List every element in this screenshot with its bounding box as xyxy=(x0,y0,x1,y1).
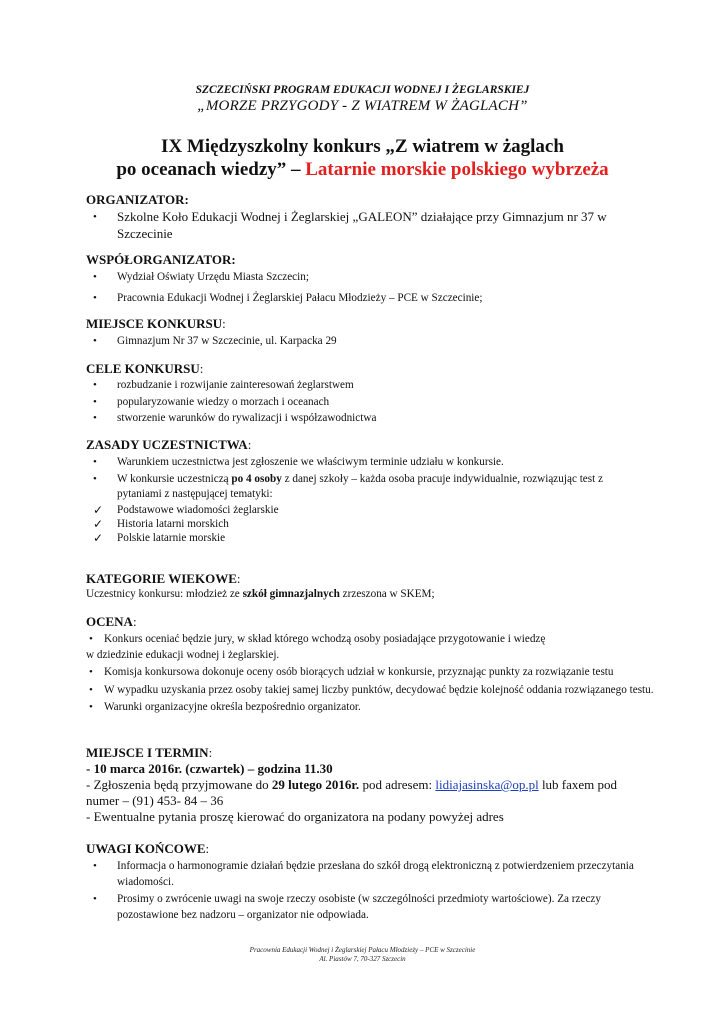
list-item xyxy=(86,455,646,471)
text-part: - Zgłoszenia będą przyjmowane do xyxy=(86,777,272,792)
section-heading-row xyxy=(86,745,646,761)
check-icon: ✓ xyxy=(93,530,104,545)
bullet-icon: • xyxy=(93,271,97,283)
contest-title-line1: IX Międzyszkolny konkurs „Z wiatrem w żaglach xyxy=(161,136,564,157)
bullet-icon: • xyxy=(93,860,97,872)
list-item xyxy=(86,291,646,307)
section-heading-row xyxy=(86,571,646,587)
section-heading: WSPÓŁORGANIZATOR: xyxy=(86,252,236,267)
contest-title xyxy=(0,135,725,181)
list-item-text: Prosimy o zwrócenie uwagi na swoje rzeczy osobiste (w szczególności przedmioty wartościowe). Za rzeczy pozostawione bez nadzoru – organizator nie odpowiada. xyxy=(117,893,601,921)
section-heading-row xyxy=(86,437,646,453)
wspolorganizator-list xyxy=(86,270,646,306)
check-icon: ✓ xyxy=(93,516,104,531)
bullet-icon: • xyxy=(93,456,97,468)
zasady-list xyxy=(86,455,646,503)
list-item xyxy=(86,683,656,699)
list-item-text: Wydział Oświaty Urzędu Miasta Szczecin; xyxy=(117,271,309,283)
ocena-list xyxy=(86,632,656,716)
list-item-text: Szkolne Koło Edukacji Wodnej i Żeglarskiej „GALEON” działające przy Gimnazjum nr 37 w Szczecinie xyxy=(117,209,607,241)
questions-line: - Ewentualne pytania proszę kierować do organizatora na podany powyżej adres xyxy=(86,809,504,824)
bullet-icon: • xyxy=(89,701,93,713)
bullet-icon: • xyxy=(93,211,97,223)
section-organizator xyxy=(86,192,646,242)
section-heading-row xyxy=(86,614,656,630)
section-heading: KATEGORIE WIEKOWE xyxy=(86,571,237,586)
list-item xyxy=(86,334,646,350)
list-item-text: Konkurs oceniać będzie jury, w skład którego wchodzą osoby posiadające przygotowanie i wiedzę xyxy=(104,633,546,645)
email-link[interactable]: lidiajasinska@op.pl xyxy=(435,777,539,792)
list-item-text: W wypadku uzyskania przez osoby takiej samej liczby punktów, decydować będzie kolejność oddania rozwiązanego testu. xyxy=(104,683,654,696)
list-item-text: Gimnazjum Nr 37 w Szczecinie, ul. Karpacka 29 xyxy=(117,335,337,347)
list-item-text: W konkursie uczestniczą xyxy=(117,472,232,485)
topic-text: Historia latarni morskich xyxy=(117,517,229,530)
heading-colon: : xyxy=(222,316,226,331)
uwagi-list xyxy=(86,859,646,923)
list-item-text: stworzenie warunków do rywalizacji i współzawodnictwa xyxy=(117,412,377,424)
deadline-date: 29 lutego 2016r. xyxy=(271,777,360,792)
section-zasady xyxy=(86,437,646,545)
emphasis-text: po 4 osoby xyxy=(231,472,282,485)
bullet-icon: • xyxy=(89,633,93,645)
list-item-text: popularyzowanie wiedzy o morzach i oceanach xyxy=(117,395,330,408)
bullet-icon: • xyxy=(93,291,97,304)
list-item xyxy=(86,859,646,890)
topics-list xyxy=(86,503,646,545)
list-item xyxy=(86,472,646,503)
contest-title-line2 xyxy=(0,158,725,181)
text-part: lub faxem pod numer – (91) 453- 84 – 36 xyxy=(86,777,618,808)
section-heading: ORGANIZATOR: xyxy=(86,192,189,207)
bullet-icon: • xyxy=(93,893,97,905)
list-item-text: Komisja konkursowa dokonuje oceny osób biorących udział w konkursie, przyznając punkty za rozwiązanie testu xyxy=(104,666,614,678)
footer-line: Pracownia Edukacji Wodnej i Żeglarskiej Pałacu Młodzieży – PCE w Szczecinie xyxy=(249,946,476,954)
list-item xyxy=(86,209,646,242)
list-item-text: Informacja o harmonogramie działań będzie przesłana do szkół drogą elektroniczną z potwierdzeniem przeczytania wiadomości. xyxy=(117,860,634,888)
emphasis-text: szkół gimnazjalnych xyxy=(242,588,340,600)
list-item xyxy=(86,648,656,664)
program-motto: „MORZE PRZYGODY - Z WIATREM W ŻAGLACH” xyxy=(197,98,528,114)
list-item xyxy=(86,892,646,923)
heading-colon: : xyxy=(132,614,137,629)
list-item xyxy=(86,665,656,681)
list-item xyxy=(86,411,646,427)
contest-theme: Latarnie morskie polskiego wybrzeża xyxy=(305,159,609,180)
section-heading-row xyxy=(86,316,646,332)
section-heading-row xyxy=(86,841,646,857)
topic-text: Polskie latarnie morskie xyxy=(117,531,226,544)
page-footer xyxy=(0,946,725,964)
section-heading: MIEJSCE KONKURSU xyxy=(86,316,223,331)
list-item-text: w dziedzinie edukacji wodnej i żeglarskiej. xyxy=(86,648,280,661)
list-item-text: Warunki organizacyjne określa bezpośrednio organizator. xyxy=(104,701,361,713)
list-item-text: Warunkiem uczestnictwa jest zgłoszenie we właściwym terminie udziału w konkursie. xyxy=(117,456,504,468)
list-item-text: Pracownia Edukacji Wodnej i Żeglarskiej Pałacu Młodzieży – PCE w Szczecinie; xyxy=(117,291,483,304)
section-uwagi xyxy=(86,841,646,923)
section-heading: UWAGI KOŃCOWE xyxy=(86,841,206,856)
heading-colon: : xyxy=(247,437,252,452)
program-title: SZCZECIŃSKI PROGRAM EDUKACJI WODNEJ I ŻEGLARSKIEJ xyxy=(195,84,530,96)
topic-item xyxy=(86,517,646,531)
bullet-icon: • xyxy=(93,412,97,424)
bullet-icon: • xyxy=(93,395,97,408)
text-part: zrzeszona w SKEM; xyxy=(339,588,435,600)
list-item-text: rozbudzanie i rozwijanie zainteresowań żeglarstwem xyxy=(117,379,354,391)
check-icon: ✓ xyxy=(93,502,104,517)
section-ocena xyxy=(86,614,656,716)
bullet-icon: • xyxy=(93,379,97,391)
section-termin xyxy=(86,745,646,825)
topic-text: Podstawowe wiadomości żeglarskie xyxy=(117,503,279,516)
bullet-icon: • xyxy=(93,472,97,485)
bullet-icon: • xyxy=(93,335,97,347)
heading-colon: : xyxy=(236,571,241,586)
list-item xyxy=(86,378,646,394)
text-part: pod adresem: xyxy=(359,777,436,792)
list-item xyxy=(86,270,646,286)
list-item xyxy=(86,395,646,411)
section-kategorie xyxy=(86,571,646,602)
section-heading: OCENA xyxy=(86,614,133,629)
footer-address: Al. Piastów 7, 70-327 Szczecin xyxy=(319,955,406,963)
section-cele xyxy=(86,361,646,427)
topic-item xyxy=(86,503,646,517)
heading-colon: : xyxy=(199,361,204,376)
text-part: Uczestnicy konkursu: młodzież ze xyxy=(86,588,243,600)
section-wspolorganizator xyxy=(86,252,646,306)
contest-title-part: po oceanach wiedzy” – xyxy=(116,159,306,180)
section-miejsce xyxy=(86,316,646,350)
section-heading-row xyxy=(86,361,646,377)
topic-item xyxy=(86,531,646,545)
bullet-icon: • xyxy=(89,666,93,678)
heading-colon: : xyxy=(205,841,210,856)
date-line: - 10 marca 2016r. (czwartek) – godzina 11.30 xyxy=(86,761,333,776)
kategorie-text xyxy=(86,587,646,602)
list-item-text: z danej szkoły – każda osoba pracuje indywidualnie, rozwiązując test z pytaniami z następującej tematyki: xyxy=(117,472,604,500)
section-heading: MIEJSCE I TERMIN xyxy=(86,745,209,760)
section-heading: CELE KONKURSU xyxy=(86,361,200,376)
registration-line xyxy=(86,777,646,809)
bullet-icon: • xyxy=(89,683,93,696)
list-item xyxy=(86,700,656,716)
cele-list xyxy=(86,378,646,427)
list-item xyxy=(86,632,656,648)
miejsce-list xyxy=(86,334,646,350)
organizator-list xyxy=(86,209,646,242)
heading-colon: : xyxy=(208,745,213,760)
section-heading: ZASADY UCZESTNICTWA xyxy=(86,437,248,452)
